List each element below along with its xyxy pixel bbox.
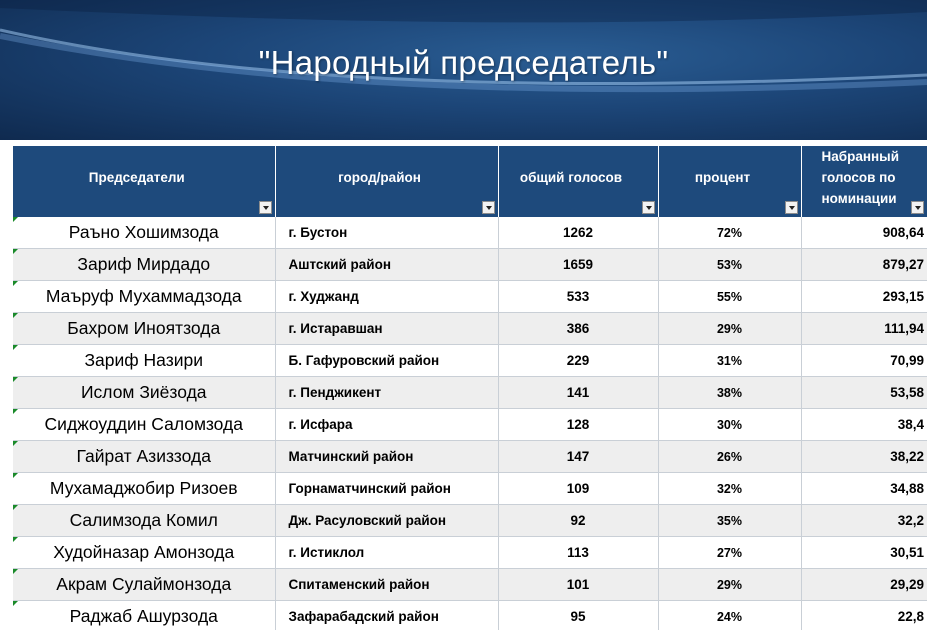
chairman-name-cell[interactable]: Худойназар Амонзода	[13, 537, 275, 569]
percent-cell[interactable]: 29%	[658, 313, 801, 345]
city-cell[interactable]: Горнаматчинский район	[275, 473, 498, 505]
votes-cell[interactable]: 533	[498, 281, 658, 313]
city-cell[interactable]: Спитаменский район	[275, 569, 498, 601]
header-result-line3: номинации	[821, 191, 897, 206]
percent-cell[interactable]: 32%	[658, 473, 801, 505]
result-cell[interactable]: 38,4	[801, 409, 927, 441]
chairman-name-cell[interactable]: Раъно Хошимзода	[13, 217, 275, 249]
votes-cell[interactable]: 386	[498, 313, 658, 345]
votes-cell[interactable]: 229	[498, 345, 658, 377]
votes-cell[interactable]: 95	[498, 601, 658, 630]
city-cell[interactable]: г. Пенджикент	[275, 377, 498, 409]
table-row	[13, 409, 927, 441]
chairman-name-cell[interactable]: Бахром Иноятзода	[13, 313, 275, 345]
votes-cell[interactable]: 101	[498, 569, 658, 601]
title-banner	[0, 0, 927, 140]
filter-dropdown-icon[interactable]	[785, 201, 798, 214]
chairman-name-cell[interactable]: Зариф Мирдадо	[13, 249, 275, 281]
result-cell[interactable]: 34,88	[801, 473, 927, 505]
filter-dropdown-icon[interactable]	[482, 201, 495, 214]
table-row	[13, 537, 927, 569]
header-votes: общий голосов	[498, 146, 658, 217]
votes-cell[interactable]: 128	[498, 409, 658, 441]
chairman-name-cell[interactable]: Мухамаджобир Ризоев	[13, 473, 275, 505]
header-result-line2: голосов по	[821, 170, 896, 185]
table-row	[13, 569, 927, 601]
table-row	[13, 505, 927, 537]
votes-table	[13, 146, 927, 630]
percent-cell[interactable]: 53%	[658, 249, 801, 281]
votes-cell[interactable]: 141	[498, 377, 658, 409]
result-cell[interactable]: 111,94	[801, 313, 927, 345]
table-row	[13, 345, 927, 377]
percent-cell[interactable]: 72%	[658, 217, 801, 249]
result-cell[interactable]: 293,15	[801, 281, 927, 313]
result-cell[interactable]: 32,2	[801, 505, 927, 537]
table-row	[13, 377, 927, 409]
city-cell[interactable]: г. Истиклол	[275, 537, 498, 569]
votes-cell[interactable]: 1262	[498, 217, 658, 249]
percent-cell[interactable]: 24%	[658, 601, 801, 630]
chairman-name-cell[interactable]: Маъруф Мухаммадзода	[13, 281, 275, 313]
result-cell[interactable]: 29,29	[801, 569, 927, 601]
filter-dropdown-icon[interactable]	[911, 201, 924, 214]
votes-cell[interactable]: 147	[498, 441, 658, 473]
percent-cell[interactable]: 27%	[658, 537, 801, 569]
filter-dropdown-icon[interactable]	[642, 201, 655, 214]
chairman-name-cell[interactable]: Ислом Зиёзода	[13, 377, 275, 409]
percent-cell[interactable]: 31%	[658, 345, 801, 377]
city-cell[interactable]: Б. Гафуровский район	[275, 345, 498, 377]
votes-cell[interactable]: 113	[498, 537, 658, 569]
table-row	[13, 313, 927, 345]
result-cell[interactable]: 22,8	[801, 601, 927, 630]
header-percent: процент	[658, 146, 801, 217]
result-cell[interactable]: 30,51	[801, 537, 927, 569]
city-cell[interactable]: г. Истаравшан	[275, 313, 498, 345]
header-result	[801, 146, 927, 217]
percent-cell[interactable]: 38%	[658, 377, 801, 409]
city-cell[interactable]: Матчинский район	[275, 441, 498, 473]
percent-cell[interactable]: 35%	[658, 505, 801, 537]
city-cell[interactable]: г. Бустон	[275, 217, 498, 249]
table-row	[13, 281, 927, 313]
chairman-name-cell[interactable]: Акрам Сулаймонзода	[13, 569, 275, 601]
header-result-line1: Набранный	[821, 149, 899, 164]
percent-cell[interactable]: 30%	[658, 409, 801, 441]
result-cell[interactable]: 908,64	[801, 217, 927, 249]
table-header-row	[13, 146, 927, 217]
table-row	[13, 473, 927, 505]
city-cell[interactable]: г. Исфара	[275, 409, 498, 441]
votes-table-container	[13, 146, 927, 630]
city-cell[interactable]: Дж. Расуловский район	[275, 505, 498, 537]
chairman-name-cell[interactable]: Гайрат Азиззода	[13, 441, 275, 473]
table-row	[13, 601, 927, 630]
chairman-name-cell[interactable]: Салимзода Комил	[13, 505, 275, 537]
city-cell[interactable]: г. Худжанд	[275, 281, 498, 313]
table-row	[13, 249, 927, 281]
votes-cell[interactable]: 92	[498, 505, 658, 537]
chairman-name-cell[interactable]: Раджаб Ашурзода	[13, 601, 275, 630]
percent-cell[interactable]: 55%	[658, 281, 801, 313]
result-cell[interactable]: 53,58	[801, 377, 927, 409]
percent-cell[interactable]: 29%	[658, 569, 801, 601]
percent-cell[interactable]: 26%	[658, 441, 801, 473]
header-city: город/район	[275, 146, 498, 217]
table-row	[13, 441, 927, 473]
table-row	[13, 217, 927, 249]
votes-cell[interactable]: 109	[498, 473, 658, 505]
header-name: Председатели	[13, 146, 275, 217]
result-cell[interactable]: 70,99	[801, 345, 927, 377]
city-cell[interactable]: Зафарабадский район	[275, 601, 498, 630]
chairman-name-cell[interactable]: Зариф Назири	[13, 345, 275, 377]
table-body	[13, 217, 927, 630]
slide-title: "Народный председатель"	[258, 44, 669, 81]
city-cell[interactable]: Аштский район	[275, 249, 498, 281]
result-cell[interactable]: 879,27	[801, 249, 927, 281]
result-cell[interactable]: 38,22	[801, 441, 927, 473]
chairman-name-cell[interactable]: Сиджоуддин Саломзода	[13, 409, 275, 441]
votes-cell[interactable]: 1659	[498, 249, 658, 281]
filter-dropdown-icon[interactable]	[259, 201, 272, 214]
